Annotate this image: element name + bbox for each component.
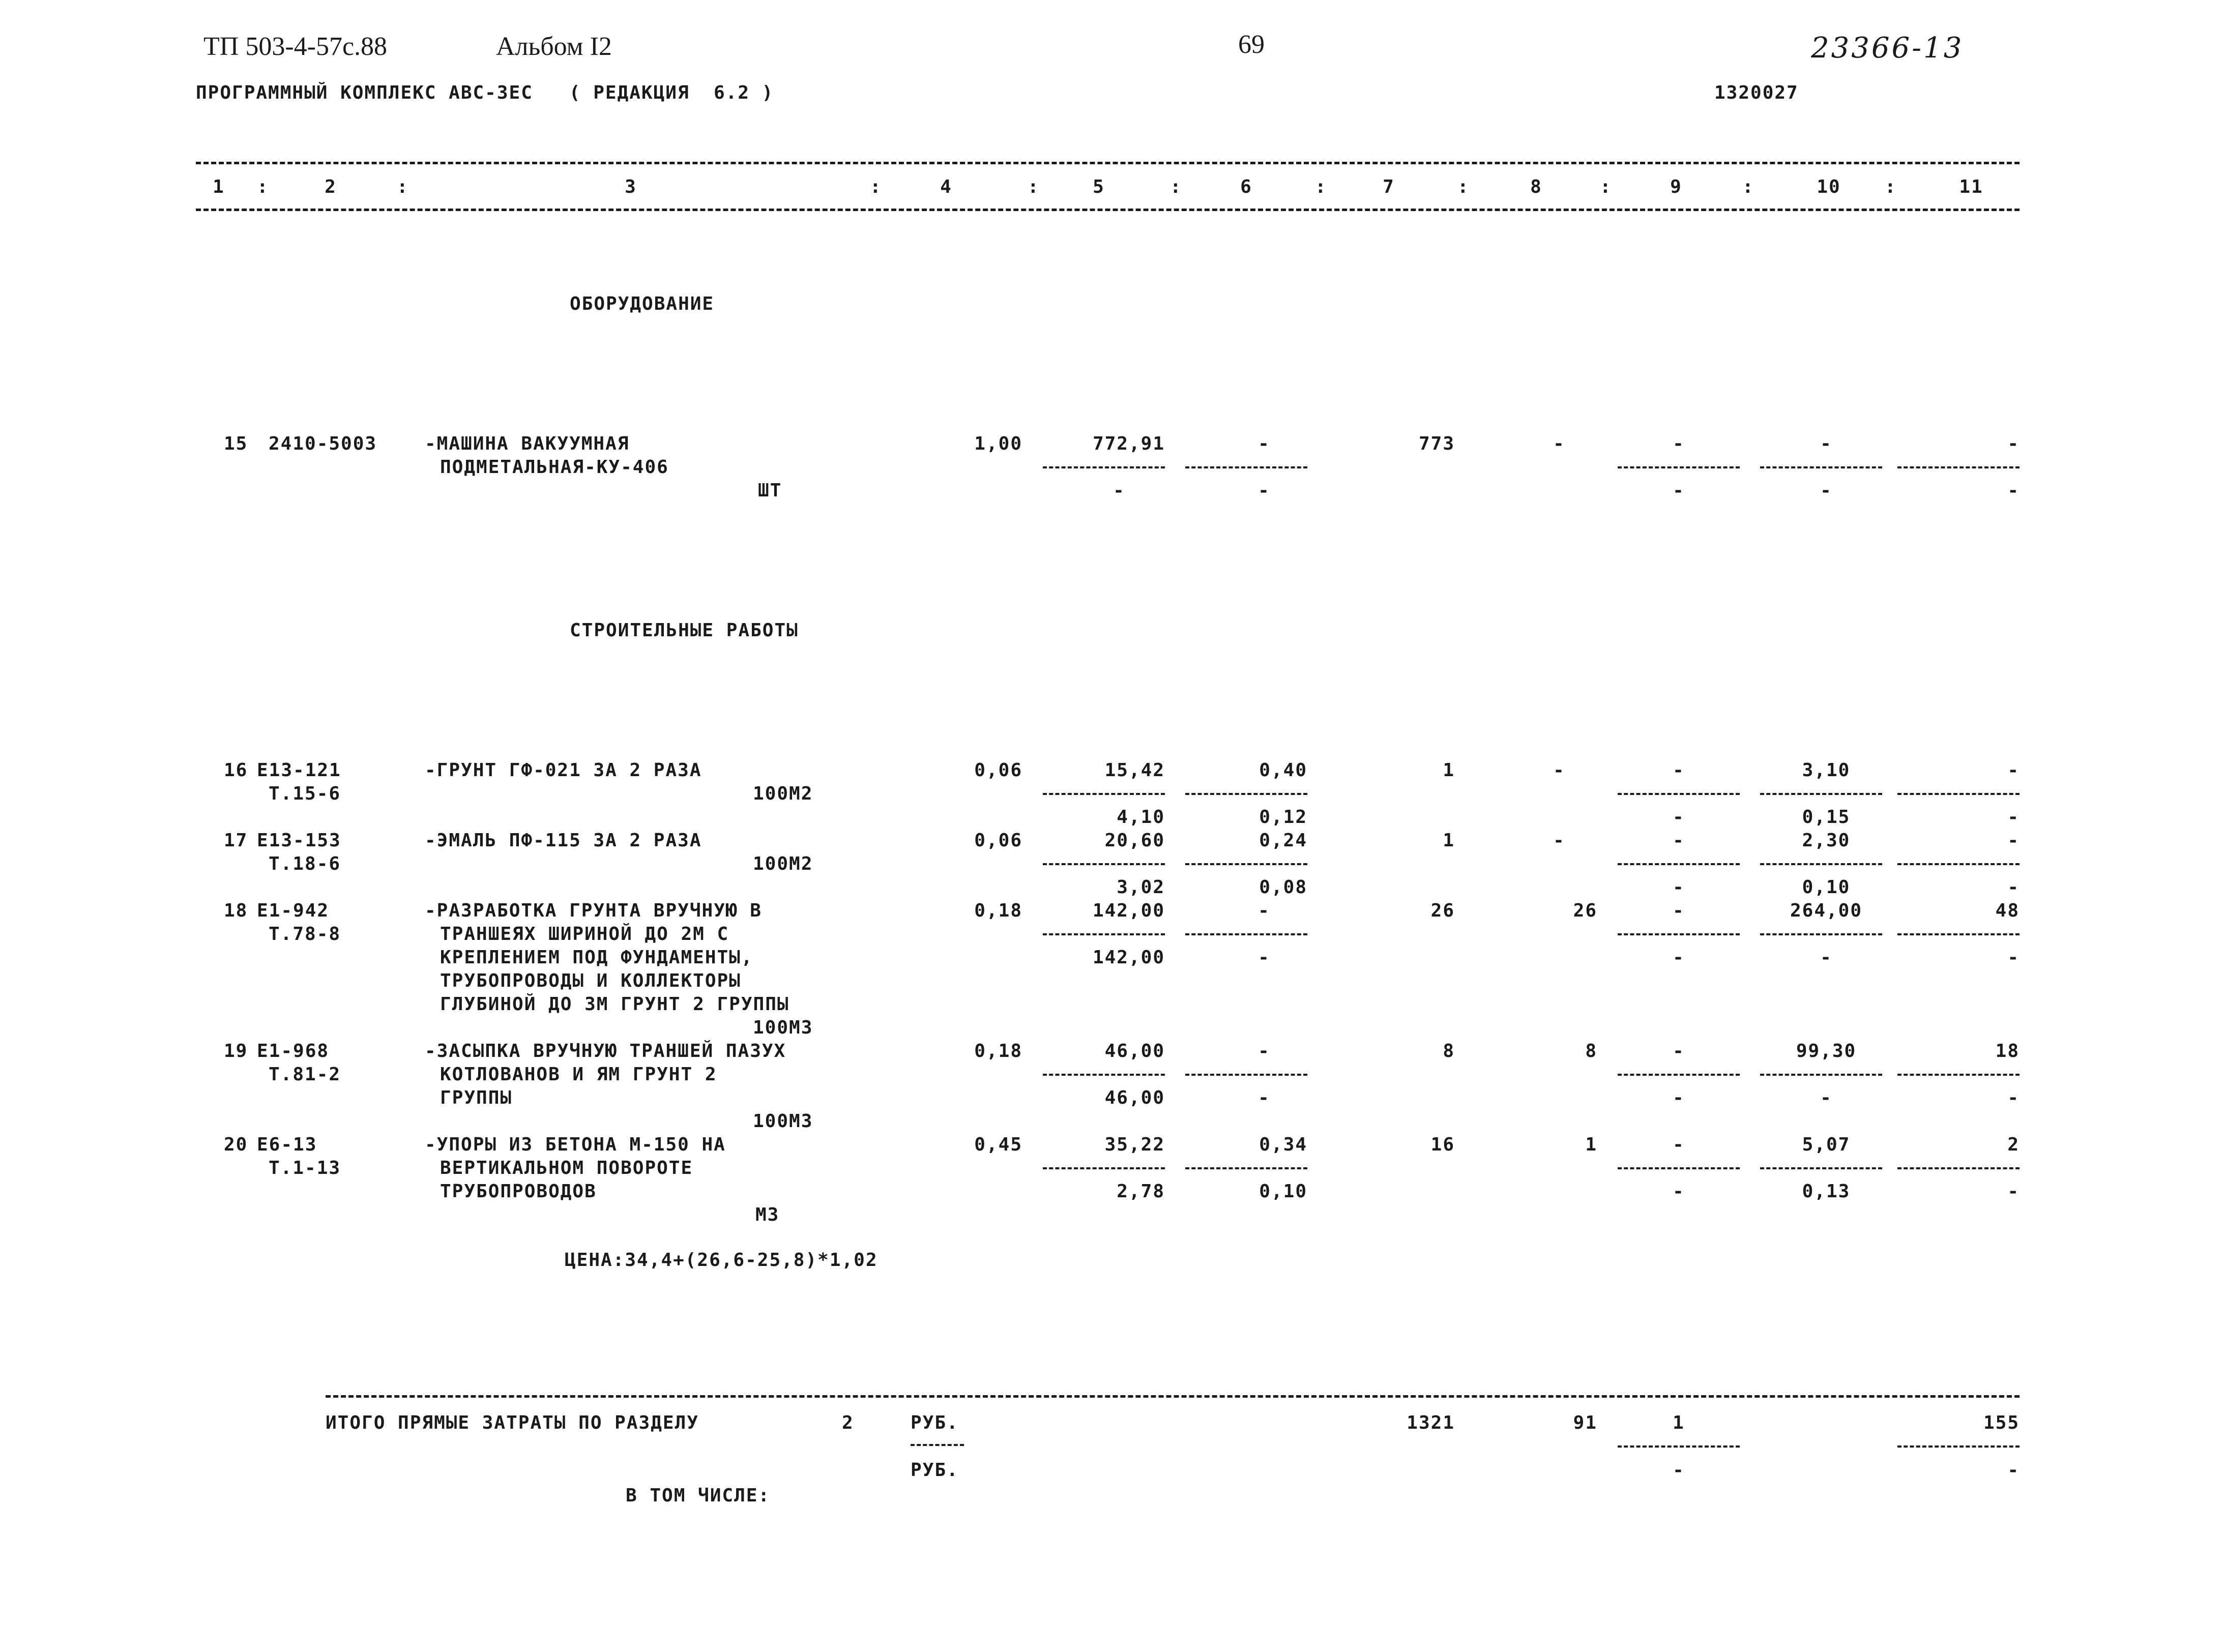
rate-code: Е6-13 [257, 1134, 317, 1155]
header-bottom-rule [196, 209, 2020, 211]
rate-table-ref: Т.15-6 [269, 783, 341, 804]
item-description: ГРУППЫ [440, 1087, 513, 1108]
col10-value: 5,07 [1802, 1134, 1851, 1155]
col8-value: - [1553, 830, 1565, 851]
item-description: -ЭМАЛЬ ПФ-115 ЗА 2 РАЗА [425, 830, 702, 851]
col7-value: 1 [1443, 830, 1455, 851]
rate-table-ref: Т.18-6 [269, 853, 341, 874]
col9-sub-value: - [1673, 480, 1685, 501]
column-header: 2 [325, 176, 337, 197]
doc-code: ТП 503-4-57с.88 [203, 32, 388, 61]
item-description: ВЕРТИКАЛЬНОМ ПОВОРОТЕ [440, 1158, 693, 1178]
totals-col11-sub: - [2007, 1460, 2020, 1481]
col9-value: - [1673, 830, 1685, 851]
col7-value: 8 [1443, 1041, 1455, 1061]
row-number: 20 [224, 1134, 248, 1155]
item-description: -УПОРЫ ИЗ БЕТОНА М-150 НА [425, 1134, 726, 1155]
col11-sub-value: - [2007, 807, 2020, 828]
column-header: 11 [1959, 176, 1983, 197]
unit-of-measure: 100М2 [753, 853, 813, 874]
rate-table-ref: Т.78-8 [269, 924, 341, 945]
item-description: ТРУБОПРОВОДОВ [440, 1181, 597, 1202]
col11-sub-value: - [2007, 947, 2020, 968]
col6-sub-value: - [1258, 947, 1270, 968]
col7-value: 26 [1430, 900, 1455, 921]
col10-sub-value: - [1820, 480, 1832, 501]
column-header: 6 [1240, 176, 1252, 197]
col9-value: - [1673, 1134, 1685, 1155]
col11-value: - [2007, 830, 2020, 851]
column-header: 5 [1093, 176, 1105, 197]
section-title-equipment: ОБОРУДОВАНИЕ [570, 293, 715, 314]
column-header: 7 [1383, 176, 1395, 197]
col5-sub-value: 4,10 [1117, 807, 1165, 828]
col9-value: - [1673, 1041, 1685, 1061]
quantity: 1,00 [974, 433, 1022, 454]
col8-value: 8 [1585, 1041, 1597, 1061]
rate-code: Е1-942 [257, 900, 330, 921]
program-title: ПРОГРАММНЫЙ КОМПЛЕКС АВС-3ЕС ( РЕДАКЦИЯ 6.2 ) [196, 82, 774, 103]
item-description: КРЕПЛЕНИЕМ ПОД ФУНДАМЕНТЫ, [440, 947, 753, 968]
totals-col8: 91 [1573, 1412, 1597, 1433]
item-description: ТРУБОПРОВОДЫ И КОЛЛЕКТОРЫ [440, 970, 741, 991]
col8-value: 1 [1585, 1134, 1597, 1155]
col8-value: 26 [1573, 900, 1597, 921]
column-header: 3 [625, 176, 637, 197]
col6-value: 0,40 [1259, 760, 1307, 781]
unit-price: 142,00 [1092, 900, 1165, 921]
row-number: 18 [224, 900, 248, 921]
album-label: Альбом I2 [496, 32, 612, 61]
column-header: 4 [940, 176, 952, 197]
col7-value: 16 [1430, 1134, 1455, 1155]
rate-code: Е13-121 [257, 760, 341, 781]
col10-sub-value: 0,10 [1802, 877, 1851, 898]
quantity: 0,45 [974, 1134, 1022, 1155]
col9-sub-value: - [1673, 947, 1685, 968]
column-header: 10 [1817, 176, 1841, 197]
including-label: В ТОМ ЧИСЛЕ: [626, 1485, 771, 1506]
col6-sub-value: 0,12 [1259, 807, 1307, 828]
header-top-rule [196, 162, 2020, 164]
col10-sub-value: 0,15 [1802, 807, 1851, 828]
totals-top-rule [326, 1395, 2020, 1398]
col11-sub-value: - [2007, 877, 2020, 898]
col5-sub-value: 2,78 [1117, 1181, 1165, 1202]
item-description: ТРАНШЕЯХ ШИРИНОЙ ДО 2М С [440, 924, 729, 945]
item-description: КОТЛОВАНОВ И ЯМ ГРУНТ 2 [440, 1064, 717, 1085]
row-number: 15 [224, 433, 248, 454]
totals-col9-sub: - [1673, 1460, 1685, 1481]
col11-sub-value: - [2007, 480, 2020, 501]
item-description: -МАШИНА ВАКУУМНАЯ [425, 433, 630, 454]
col6-value: 0,34 [1259, 1134, 1307, 1155]
handwritten-reference: 23366-13 [1811, 32, 1964, 65]
quantity: 0,18 [974, 900, 1022, 921]
col10-sub-value: 0,13 [1802, 1181, 1851, 1202]
column-header: 9 [1670, 176, 1682, 197]
unit-of-measure: 100М3 [753, 1111, 813, 1132]
row-number: 17 [224, 830, 248, 851]
col11-value: 18 [1995, 1041, 2020, 1061]
col5-sub-value: 46,00 [1104, 1087, 1165, 1108]
col10-value: 264,00 [1790, 900, 1863, 921]
totals-col7: 1321 [1407, 1412, 1455, 1433]
col11-sub-value: - [2007, 1087, 2020, 1108]
quantity: 0,06 [974, 830, 1022, 851]
col10-value: 99,30 [1796, 1041, 1857, 1061]
col11-value: 48 [1995, 900, 2020, 921]
col7-value: 773 [1418, 433, 1455, 454]
col10-sub-value: - [1820, 947, 1832, 968]
totals-section-number: 2 [842, 1412, 854, 1433]
col11-value: - [2007, 760, 2020, 781]
rate-code: Е13-153 [257, 830, 341, 851]
item-description: -РАЗРАБОТКА ГРУНТА ВРУЧНУЮ В [425, 900, 762, 921]
unit-of-measure: ШТ [758, 480, 782, 501]
page-number: 69 [1238, 30, 1265, 59]
unit-of-measure: 100М3 [753, 1017, 813, 1038]
col9-sub-value: - [1673, 1181, 1685, 1202]
unit-of-measure: 100М2 [753, 783, 813, 804]
quantity: 0,06 [974, 760, 1022, 781]
col9-value: - [1673, 760, 1685, 781]
unit-price: 20,60 [1104, 830, 1165, 851]
col6-value: - [1258, 900, 1270, 921]
col11-sub-value: - [2007, 1181, 2020, 1202]
col11-value: 2 [2007, 1134, 2020, 1155]
price-formula: ЦЕНА:34,4+(26,6-25,8)*1,02 [565, 1250, 878, 1271]
col7-value: 1 [1443, 760, 1455, 781]
unit-price: 46,00 [1104, 1041, 1165, 1061]
col9-value: - [1673, 900, 1685, 921]
item-description: ПОДМЕТАЛЬНАЯ-КУ-406 [440, 457, 669, 478]
unit-of-measure: М3 [755, 1204, 780, 1225]
column-header: 8 [1530, 176, 1542, 197]
col10-value: 2,30 [1802, 830, 1851, 851]
col9-value: - [1673, 433, 1685, 454]
column-header: 1 [213, 176, 225, 197]
col6-sub-value: 0,10 [1259, 1181, 1307, 1202]
item-description: -ЗАСЫПКА ВРУЧНУЮ ТРАНШЕЙ ПАЗУХ [425, 1041, 786, 1061]
totals-col9: 1 [1673, 1412, 1685, 1433]
col8-value: - [1553, 433, 1565, 454]
col8-value: - [1553, 760, 1565, 781]
rate-table-ref: Т.1-13 [269, 1158, 341, 1178]
col11-value: - [2007, 433, 2020, 454]
col6-sub-value: - [1258, 480, 1270, 501]
col5-sub-value: 142,00 [1092, 947, 1165, 968]
col9-sub-value: - [1673, 877, 1685, 898]
col5-sub-value: - [1113, 480, 1125, 501]
unit-price: 772,91 [1092, 433, 1165, 454]
row-number: 19 [224, 1041, 248, 1061]
col6-value: 0,24 [1259, 830, 1307, 851]
col5-sub-value: 3,02 [1117, 877, 1165, 898]
col6-value: - [1258, 433, 1270, 454]
quantity: 0,18 [974, 1041, 1022, 1061]
item-description: ГЛУБИНОЙ ДО 3М ГРУНТ 2 ГРУППЫ [440, 994, 789, 1015]
col10-sub-value: - [1820, 1087, 1832, 1108]
totals-label: ИТОГО ПРЯМЫЕ ЗАТРАТЫ ПО РАЗДЕЛУ [326, 1412, 699, 1433]
col10-value: 3,10 [1802, 760, 1851, 781]
col6-value: - [1258, 1041, 1270, 1061]
col6-sub-value: 0,08 [1259, 877, 1307, 898]
col6-sub-value: - [1258, 1087, 1270, 1108]
col9-sub-value: - [1673, 807, 1685, 828]
rate-code: Е1-968 [257, 1041, 330, 1061]
section-title-construction: СТРОИТЕЛЬНЫЕ РАБОТЫ [570, 620, 799, 641]
totals-currency: РУБ. [911, 1412, 959, 1433]
col10-value: - [1820, 433, 1832, 454]
totals-col11: 155 [1983, 1412, 2020, 1433]
rate-code: 2410-5003 [269, 433, 377, 454]
col9-sub-value: - [1673, 1087, 1685, 1108]
document-number: 1320027 [1714, 82, 1799, 103]
row-number: 16 [224, 760, 248, 781]
unit-price: 15,42 [1104, 760, 1165, 781]
rate-table-ref: Т.81-2 [269, 1064, 341, 1085]
unit-price: 35,22 [1104, 1134, 1165, 1155]
item-description: -ГРУНТ ГФ-021 ЗА 2 РАЗА [425, 760, 702, 781]
totals-currency-secondary: РУБ. [911, 1460, 959, 1481]
